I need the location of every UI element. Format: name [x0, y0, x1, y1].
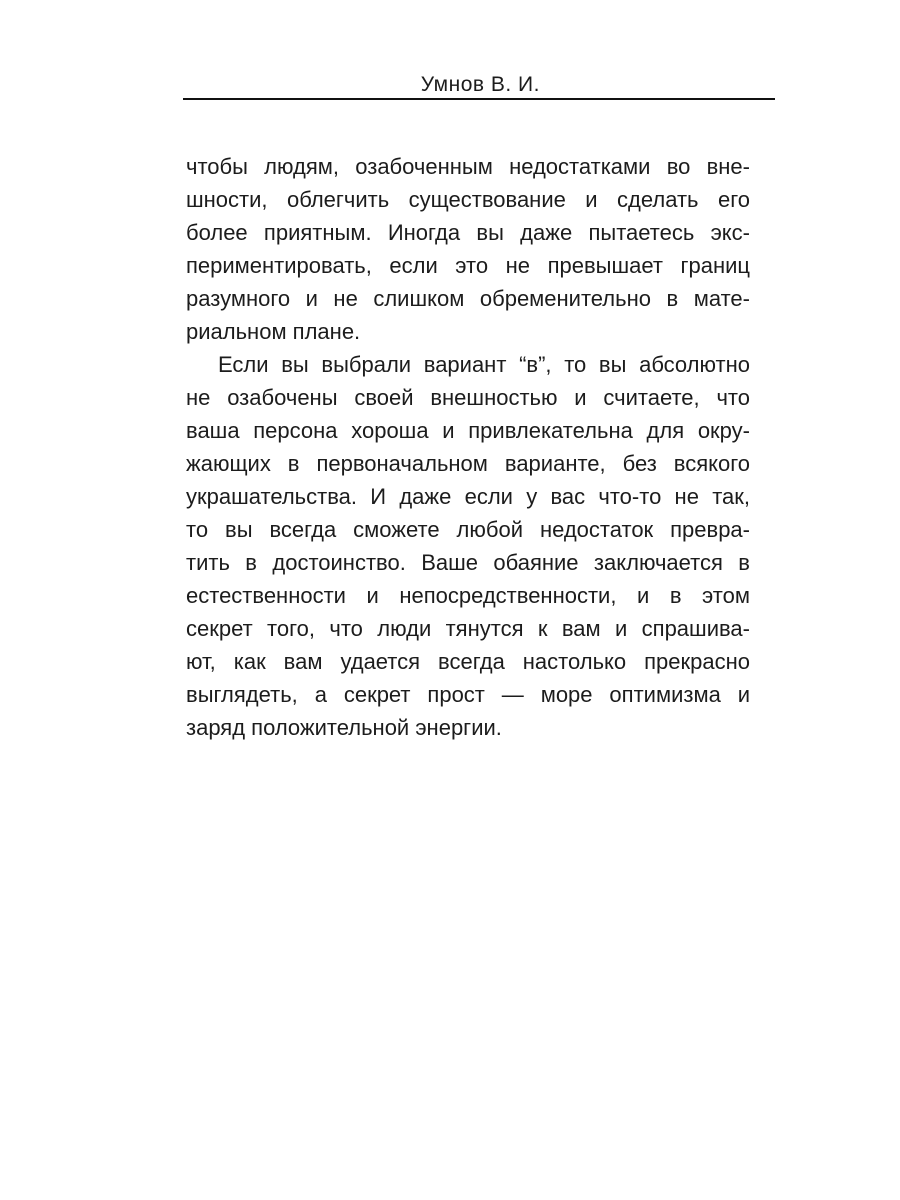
text-line: Если вы выбрали вариант “в”, то вы абсолютно — [218, 352, 750, 377]
text-line: ют, как вам удается всегда настолько прекрасно — [186, 649, 750, 674]
text-line: тить в достоинство. Ваше обаяние заключается в — [186, 550, 750, 575]
running-head — [183, 70, 775, 100]
text-line: чтобы людям, озабоченным недостатками во вне- — [186, 154, 750, 179]
text-line: украшательства. И даже если у вас что-то не так, — [186, 484, 750, 509]
text-line: выглядеть, а секрет прост — море оптимизма и — [186, 682, 750, 707]
paragraph-2 — [186, 348, 750, 744]
text-line: ваша персона хороша и привлекательна для окру- — [186, 418, 750, 443]
text-line: естественности и непосредственности, и в этом — [186, 583, 750, 608]
text-line: периментировать, если это не превышает границ — [186, 253, 750, 278]
paragraph-1 — [186, 150, 750, 348]
page-body — [186, 150, 750, 744]
text-line: заряд положительной энергии. — [186, 715, 502, 740]
text-line: то вы всегда сможете любой недостаток превра- — [186, 517, 750, 542]
text-line: разумного и не слишком обременительно в мате- — [186, 286, 750, 311]
running-head-author: Умнов В. И. — [420, 73, 540, 96]
text-line: более приятным. Иногда вы даже пытаетесь экс- — [186, 220, 750, 245]
text-line: секрет того, что люди тянутся к вам и спрашива- — [186, 616, 750, 641]
text-line: жающих в первоначальном варианте, без всякого — [186, 451, 750, 476]
text-line: шности, облегчить существование и сделать его — [186, 187, 750, 212]
text-line: риальном плане. — [186, 319, 361, 344]
text-line: не озабочены своей внешностью и считаете, что — [186, 385, 750, 410]
